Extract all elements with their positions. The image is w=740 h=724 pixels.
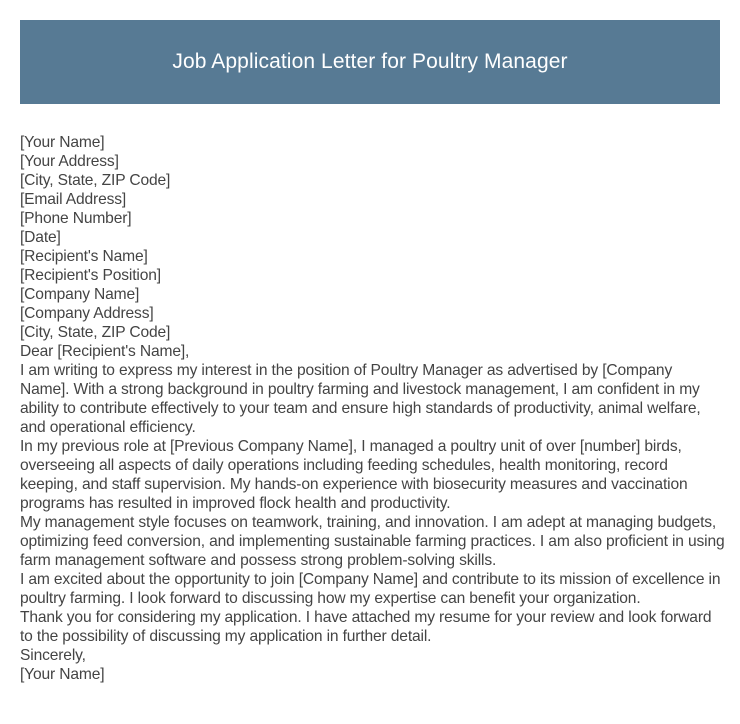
- sender-name: [Your Name]: [20, 134, 105, 151]
- paragraph-introduction: I am writing to express my interest in the position of Poultry Manager as advertised by [Company Name]. With a strong background in poultry farming and livestock management, I am confident in my ability to contribute effectively to your team and ensure high standards of productivity, animal welfare, and operational efficiency.: [20, 362, 701, 436]
- letter-date: [Date]: [20, 229, 61, 246]
- recipient-company: [Company Name]: [20, 286, 140, 303]
- paragraph-thanks: Thank you for considering my application. I have attached my resume for your review and look forward to the possibility of discussing my application in further detail.: [20, 609, 712, 645]
- salutation: Dear [Recipient's Name],: [20, 343, 190, 360]
- paragraph-experience: In my previous role at [Previous Company Name], I managed a poultry unit of over [number] birds, overseeing all aspects of daily operations including feeding schedules, health monitoring, record keeping, and staff supervision. My hands-on experience with biosecurity measures and vaccination programs has resulted in improved flock health and productivity.: [20, 438, 688, 512]
- recipient-name: [Recipient's Name]: [20, 248, 148, 265]
- sender-email: [Email Address]: [20, 191, 127, 208]
- paragraph-motivation: I am excited about the opportunity to join [Company Name] and contribute to its mission of excellence in poultry farming. I look forward to discussing how my expertise can benefit your organization.: [20, 571, 721, 607]
- letter-header: [20, 20, 720, 104]
- page-title: Job Application Letter for Poultry Manager: [172, 50, 568, 73]
- recipient-city-state-zip: [City, State, ZIP Code]: [20, 324, 171, 341]
- sender-address: [Your Address]: [20, 153, 119, 170]
- sender-phone: [Phone Number]: [20, 210, 132, 227]
- recipient-company-address: [Company Address]: [20, 305, 154, 322]
- recipient-position: [Recipient's Position]: [20, 267, 161, 284]
- paragraph-management-style: My management style focuses on teamwork, training, and innovation. I am adept at managing budgets, optimizing feed conversion, and implementing sustainable farming practices. I am also proficient in using farm management software and possess strong problem-solving skills.: [20, 514, 725, 569]
- sender-city-state-zip: [City, State, ZIP Code]: [20, 172, 171, 189]
- letter-body: [20, 133, 725, 684]
- signature: [Your Name]: [20, 666, 105, 683]
- closing: Sincerely,: [20, 647, 86, 664]
